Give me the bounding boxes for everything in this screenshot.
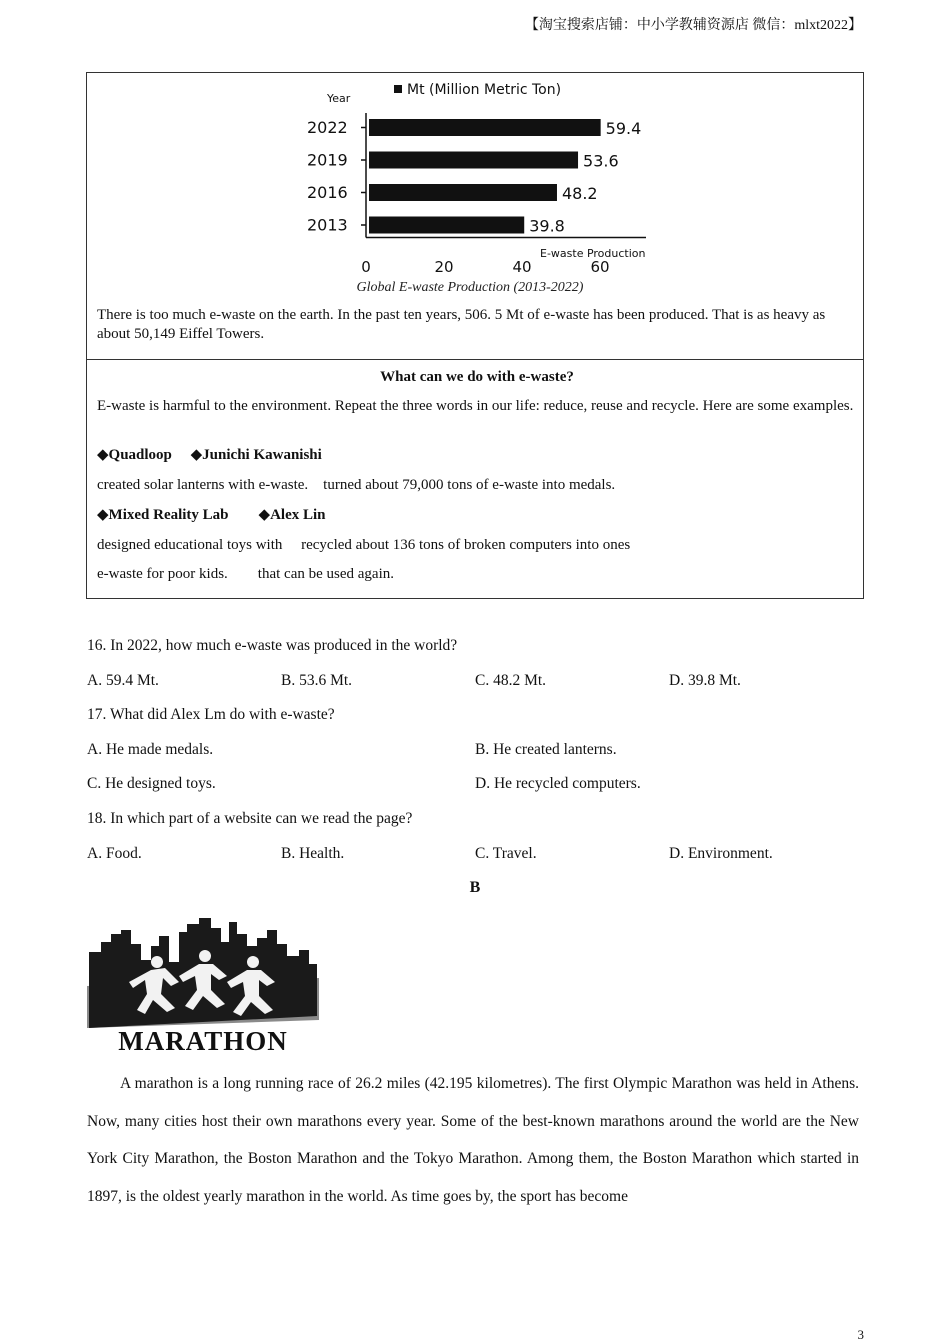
q17-option-d[interactable]: D. He recycled computers. [475, 775, 641, 792]
q16-option-d[interactable]: D. 39.8 Mt. [669, 672, 741, 689]
examples-text-row2: designed educational toys with recycled about 136 tons of broken computers into ones [97, 537, 631, 553]
x-axis-label: E-waste Production [540, 247, 646, 260]
question-16: 16. In 2022, how much e-waste was produced in the world? [87, 637, 458, 654]
section-b-label: B [469, 879, 481, 896]
y-tick-label: 2013 [307, 215, 348, 235]
q17-option-b[interactable]: B. He created lanterns. [475, 741, 617, 758]
ewaste-bar-chart [87, 73, 865, 303]
ewaste-solutions-box [86, 359, 864, 599]
q18-option-a[interactable]: A. Food. [87, 845, 142, 862]
y-tick-label: 2022 [307, 118, 348, 137]
legend-label: Mt (Million Metric Ton) [407, 82, 562, 98]
page-number: 3 [857, 1327, 864, 1342]
bar-value-label: 53.6 [583, 151, 619, 171]
q18-option-b[interactable]: B. Health. [281, 845, 345, 862]
x-tick-label: 40 [512, 258, 532, 276]
chart-title: Global E-waste Production (2013-2022) [356, 280, 584, 295]
marathon-word: MARATHON [118, 1026, 288, 1056]
y-tick-label: 2019 [307, 150, 348, 170]
q16-option-a[interactable]: A. 59.4 Mt. [87, 672, 159, 689]
q16-option-c[interactable]: C. 48.2 Mt. [475, 672, 547, 689]
bar-value-label: 48.2 [561, 184, 598, 203]
bar-2016 [369, 184, 557, 201]
question-17: 17. What did Alex Lm do with e-waste? [87, 706, 335, 723]
question-18: 18. In which part of a website can we read the page? [87, 810, 413, 827]
x-tick-label: 60 [590, 258, 610, 276]
ewaste-intro-text: There is too much e-waste on the earth. In the past ten years, 506. 5 Mt of e-waste has been produced. That is as heavy as about 50,149 Eiffel Towers. [97, 307, 826, 342]
marathon-image [87, 916, 319, 1061]
ewaste-chart [87, 73, 865, 303]
q16-option-b[interactable]: B. 53.6 Mt. [281, 672, 353, 689]
marathon-paragraph: A marathon is a long running race of 26.2 miles (42.195 kilometres). The first Olympic Marathon was held in Athens. Now, many cities host their own marathons every year. Some of the best-known marathons around the world are the New York City Marathon, the Boston Marathon and the Tokyo Marathon. Among them, the Boston Marathon which started in 1897, is the oldest yearly marathon in the world. As time goes by, the sport has become [87, 1075, 859, 1205]
solutions-intro: E-waste is harmful to the environment. Repeat the three words in our life: reduce, reuse and recycle. Here are some examples. [97, 398, 854, 414]
q17-option-c[interactable]: C. He designed toys. [87, 775, 216, 792]
bar-2022 [369, 119, 601, 136]
q17-option-a[interactable]: A. He made medals. [87, 741, 214, 758]
y-axis-label: Year [327, 92, 351, 105]
x-tick-label: 0 [361, 258, 371, 276]
marathon-skyline-icon [87, 916, 319, 1056]
bar-2013 [369, 217, 524, 234]
ewaste-chart-box [86, 72, 864, 360]
bar-value-label: 39.8 [529, 216, 565, 236]
legend-swatch [394, 85, 402, 93]
examples-names-row1: ◆Quadloop ◆Junichi Kawanishi [97, 447, 322, 463]
examples-text-row1: created solar lanterns with e-waste. turned about 79,000 tons of e-waste into medals. [97, 477, 616, 493]
bar-2019 [369, 152, 578, 169]
solutions-heading: What can we do with e-waste? [380, 369, 574, 385]
y-tick-label: 2016 [307, 183, 348, 202]
q18-option-c[interactable]: C. Travel. [475, 845, 537, 862]
x-tick-label: 20 [434, 258, 454, 276]
bar-value-label: 59.4 [605, 119, 642, 138]
q18-option-d[interactable]: D. Environment. [669, 845, 773, 862]
examples-names-row2: ◆Mixed Reality Lab ◆Alex Lin [97, 507, 326, 523]
page-header: 【淘宝搜索店铺：中小学教辅资源店 微信：mlxt2022】 [524, 18, 862, 33]
examples-text-row3: e-waste for poor kids. that can be used again. [97, 566, 394, 582]
